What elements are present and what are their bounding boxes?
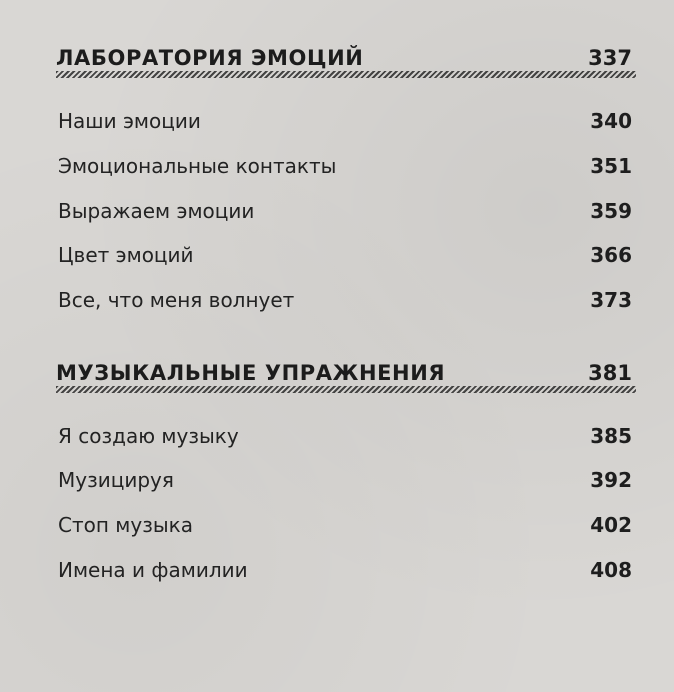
toc-entry-page: 359 [590,199,632,223]
toc-entry-page: 351 [590,154,632,178]
toc-entry-title: Я создаю музыку [58,424,239,448]
toc-entry [58,151,634,181]
toc-entry-page: 408 [590,558,632,582]
section-page-number: 381 [588,361,632,385]
section-title: ЛАБОРАТОРИЯ ЭМОЦИЙ [56,46,364,70]
toc-entry-title: Цвет эмоций [58,243,194,267]
toc-entry-title: Выражаем эмоции [58,199,255,223]
section-heading-emotions-lab [56,38,636,78]
toc-entry-page: 385 [590,424,632,448]
toc-entry [58,285,634,315]
section-page-number: 337 [588,46,632,70]
toc-entry-page: 366 [590,243,632,267]
toc-entry-title: Наши эмоции [58,109,201,133]
hatched-divider [56,71,636,78]
toc-entry-page: 340 [590,109,632,133]
toc-entry-title: Музицируя [58,468,174,492]
toc-entry-page: 402 [590,513,632,537]
section-heading-music-exercises [56,353,636,393]
toc-entry-page: 392 [590,468,632,492]
toc-entry-title: Стоп музыка [58,513,193,537]
toc-entry [58,240,634,270]
toc-entry [58,510,634,540]
toc-entry [58,106,634,136]
section-title: МУЗЫКАЛЬНЫЕ УПРАЖНЕНИЯ [56,361,446,385]
toc-entry [58,196,634,226]
toc-entry [58,421,634,451]
toc-entry-title: Имена и фамилии [58,558,248,582]
toc-entry-title: Все, что меня волнует [58,288,295,312]
hatched-divider [56,386,636,393]
toc-entry [58,465,634,495]
toc-entry [58,555,634,585]
toc-entry-title: Эмоциональные контакты [58,154,337,178]
toc-entry-page: 373 [590,288,632,312]
